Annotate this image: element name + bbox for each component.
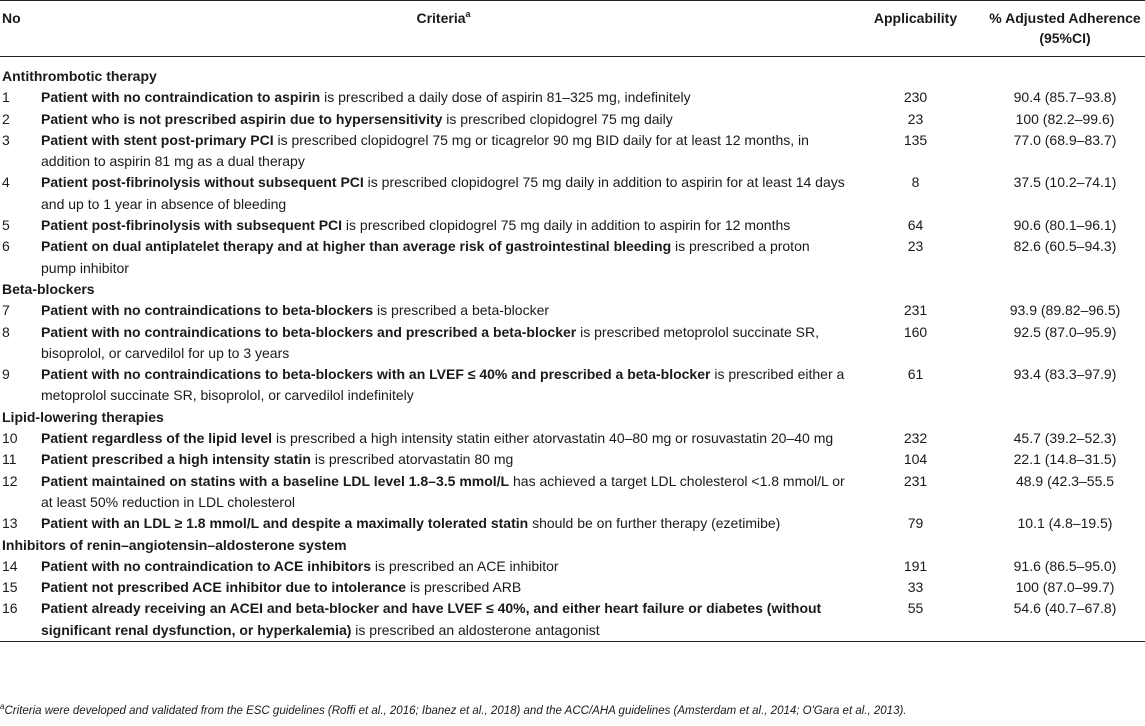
table-row xyxy=(0,172,1145,215)
criteria-condition: Patient regardless of the lipid level xyxy=(41,430,273,447)
criteria-condition: Patient with no contraindications to beta-blockers and prescribed a beta-blocker xyxy=(41,323,577,340)
cell-no: 8 xyxy=(2,323,10,340)
criteria-action: is prescribed a high intensity statin either atorvastatin 40–80 mg or rosuvastatin 20–40 mg xyxy=(272,430,834,447)
table-row xyxy=(0,300,1145,321)
cell-applicability: 79 xyxy=(907,515,924,532)
header-applicability: Applicability xyxy=(873,10,958,26)
cell-applicability: 231 xyxy=(903,472,928,489)
criteria-action: is prescribed clopidogrel 75 mg daily xyxy=(442,110,673,127)
cell-adherence: 90.6 (80.1–96.1) xyxy=(1013,217,1117,234)
criteria-condition: Patient with no contraindication to aspirin xyxy=(41,89,321,106)
section-row xyxy=(0,57,1145,88)
cell-no: 12 xyxy=(2,472,18,489)
cell-no: 10 xyxy=(2,430,18,447)
cell-criteria xyxy=(41,130,846,173)
table-row xyxy=(0,513,1145,534)
cell-no: 9 xyxy=(2,366,10,383)
header-no: No xyxy=(2,10,21,26)
table-body xyxy=(0,57,1145,642)
cell-criteria xyxy=(41,428,846,449)
cell-no: 7 xyxy=(2,302,10,319)
cell-applicability: 191 xyxy=(903,557,928,574)
cell-applicability: 23 xyxy=(907,238,924,255)
cell-adherence: 93.9 (89.82–96.5) xyxy=(1009,302,1121,319)
cell-no: 5 xyxy=(2,217,10,234)
section-title: Inhibitors of renin–angiotensin–aldosterone system xyxy=(2,536,347,553)
cell-no: 6 xyxy=(2,238,10,255)
criteria-action: has achieved a target LDL cholesterol <1.8 mmol/L or at least 50% reduction in LDL cholesterol xyxy=(41,472,845,510)
cell-no: 15 xyxy=(2,579,18,596)
cell-criteria xyxy=(41,556,846,577)
cell-adherence: 91.6 (86.5–95.0) xyxy=(1013,557,1117,574)
cell-criteria xyxy=(41,364,846,407)
cell-applicability: 33 xyxy=(907,579,924,596)
cell-applicability: 104 xyxy=(903,451,928,468)
cell-criteria xyxy=(41,577,846,598)
header-adherence: % Adjusted Adherence (95%CI) xyxy=(989,10,1141,46)
criteria-condition: Patient who is not prescribed aspirin due to hypersensitivity xyxy=(41,110,443,127)
footnote-marker: a xyxy=(0,702,5,711)
cell-criteria xyxy=(41,471,846,514)
cell-criteria xyxy=(41,109,846,130)
criteria-condition: Patient maintained on statins with a baseline LDL level 1.8–3.5 mmol/L xyxy=(41,472,510,489)
cell-no: 3 xyxy=(2,131,10,148)
criteria-condition: Patient post-fibrinolysis without subsequent PCI xyxy=(41,174,364,191)
cell-applicability: 8 xyxy=(911,174,920,191)
section-row xyxy=(0,535,1145,556)
section-title: Beta-blockers xyxy=(2,280,95,297)
criteria-action: is prescribed clopidogrel 75 mg daily in addition to aspirin for 12 months xyxy=(342,217,791,234)
criteria-condition: Patient prescribed a high intensity statin xyxy=(41,451,311,468)
table-row xyxy=(0,236,1145,279)
section-title: Lipid-lowering therapies xyxy=(2,408,164,425)
cell-criteria xyxy=(41,87,846,108)
criteria-action: is prescribed clopidogrel 75 mg or ticagrelor 90 mg BID daily for at least 12 months, in addition to aspirin 81 mg as a dual therapy xyxy=(41,131,809,170)
cell-adherence: 100 (82.2–99.6) xyxy=(1015,110,1115,127)
cell-adherence: 45.7 (39.2–52.3) xyxy=(1013,430,1117,447)
criteria-action: is prescribed a beta-blocker xyxy=(373,302,550,319)
criteria-condition: Patient post-fibrinolysis with subsequent PCI xyxy=(41,217,343,234)
criteria-action: should be on further therapy (ezetimibe) xyxy=(528,515,781,532)
cell-adherence: 22.1 (14.8–31.5) xyxy=(1013,451,1117,468)
cell-no: 16 xyxy=(2,600,18,617)
cell-no: 1 xyxy=(2,89,10,106)
table-row xyxy=(0,449,1145,470)
cell-adherence: 48.9 (42.3–55.5 xyxy=(1015,472,1115,489)
criteria-action: is prescribed an aldosterone antagonist xyxy=(351,621,600,638)
criteria-action: is prescribed either a metoprolol succinate SR, bisoprolol, or carvedilol indefinitely xyxy=(41,366,845,404)
cell-applicability: 232 xyxy=(903,430,928,447)
cell-adherence: 77.0 (68.9–83.7) xyxy=(1013,131,1117,148)
cell-adherence: 10.1 (4.8–19.5) xyxy=(1017,515,1113,532)
section-row xyxy=(0,407,1145,428)
cell-criteria xyxy=(41,598,846,641)
cell-adherence: 90.4 (85.7–93.8) xyxy=(1013,89,1117,106)
cell-adherence: 54.6 (40.7–67.8) xyxy=(1013,600,1117,617)
criteria-action: is prescribed a daily dose of aspirin 81–325 mg, indefinitely xyxy=(320,89,691,106)
section-row xyxy=(0,279,1145,300)
cell-no: 11 xyxy=(2,451,17,468)
criteria-action: is prescribed an ACE inhibitor xyxy=(371,557,559,574)
table-footnote: $^a$Criteria were developed and validated from the ESC guidelines (Roffi et al., 2016; Ibanez et al., 2018) and the ACC/AHA guidelines (Amsterdam et al., 2014; O'Gara et al., 2013). xyxy=(0,702,907,717)
table-header xyxy=(0,1,1145,57)
table-row xyxy=(0,322,1145,365)
criteria-condition: Patient with an LDL ≥ 1.8 mmol/L and despite a maximally tolerated statin xyxy=(41,515,529,532)
cell-applicability: 55 xyxy=(907,600,924,617)
table-row xyxy=(0,364,1145,407)
section-title: Antithrombotic therapy xyxy=(2,68,157,84)
cell-criteria xyxy=(41,513,846,534)
table-row xyxy=(0,598,1145,641)
criteria-condition: Patient not prescribed ACE inhibitor due to intolerance xyxy=(41,579,407,596)
cell-no: 13 xyxy=(2,515,18,532)
criteria-condition: Patient already receiving an ACEI and beta-blocker and have LVEF ≤ 40%, and either heart failure or diabetes (without significant renal dysfunction, or hyperkalemia) xyxy=(41,600,822,638)
header-criteria: Criteria$^a$ xyxy=(416,9,471,26)
criteria-condition: Patient on dual antiplatelet therapy and at higher than average risk of gastrointestinal bleeding xyxy=(41,238,672,255)
cell-criteria xyxy=(41,215,846,236)
table-row xyxy=(0,109,1145,130)
table-row xyxy=(0,87,1145,108)
cell-adherence: 82.6 (60.5–94.3) xyxy=(1013,238,1117,255)
criteria-action: is prescribed atorvastatin 80 mg xyxy=(310,451,514,468)
cell-applicability: 135 xyxy=(903,131,928,148)
cell-adherence: 93.4 (83.3–97.9) xyxy=(1013,366,1117,383)
cell-applicability: 61 xyxy=(907,366,924,383)
table-row xyxy=(0,130,1145,173)
cell-criteria xyxy=(41,300,846,321)
cell-applicability: 160 xyxy=(903,323,928,340)
criteria-condition: Patient with stent post-primary PCI xyxy=(41,131,274,148)
cell-criteria xyxy=(41,322,846,365)
cell-adherence: 37.5 (10.2–74.1) xyxy=(1013,174,1117,191)
cell-no: 2 xyxy=(2,110,10,127)
table-row xyxy=(0,556,1145,577)
cell-adherence: 92.5 (87.0–95.9) xyxy=(1013,323,1117,340)
cell-applicability: 231 xyxy=(903,302,928,319)
table-row xyxy=(0,428,1145,449)
cell-criteria xyxy=(41,172,846,215)
table-row xyxy=(0,471,1145,514)
criteria-action: is prescribed clopidogrel 75 mg daily in addition to aspirin for at least 14 days and up to 1 year in absence of bleeding xyxy=(41,174,845,212)
cell-criteria xyxy=(41,449,846,470)
criteria-action: is prescribed metoprolol succinate SR, bisoprolol, or carvedilol for up to 3 years xyxy=(41,323,820,361)
cell-applicability: 230 xyxy=(903,89,928,106)
criteria-condition: Patient with no contraindication to ACE inhibitors xyxy=(41,557,372,574)
criteria-condition: Patient with no contraindications to beta-blockers with an LVEF ≤ 40% and prescribed a beta-blocker xyxy=(41,366,711,383)
cell-applicability: 64 xyxy=(907,217,924,234)
cell-no: 4 xyxy=(2,174,10,191)
cell-adherence: 100 (87.0–99.7) xyxy=(1015,579,1115,596)
cell-criteria xyxy=(41,236,846,279)
table-row xyxy=(0,215,1145,236)
cell-applicability: 23 xyxy=(907,110,924,127)
criteria-condition: Patient with no contraindications to beta-blockers xyxy=(41,302,374,319)
criteria-action: is prescribed a proton pump inhibitor xyxy=(41,238,810,276)
header-criteria-footnote-marker: a xyxy=(465,9,471,19)
cell-no: 14 xyxy=(2,557,18,574)
table-row xyxy=(0,577,1145,598)
criteria-action: is prescribed ARB xyxy=(406,579,522,596)
